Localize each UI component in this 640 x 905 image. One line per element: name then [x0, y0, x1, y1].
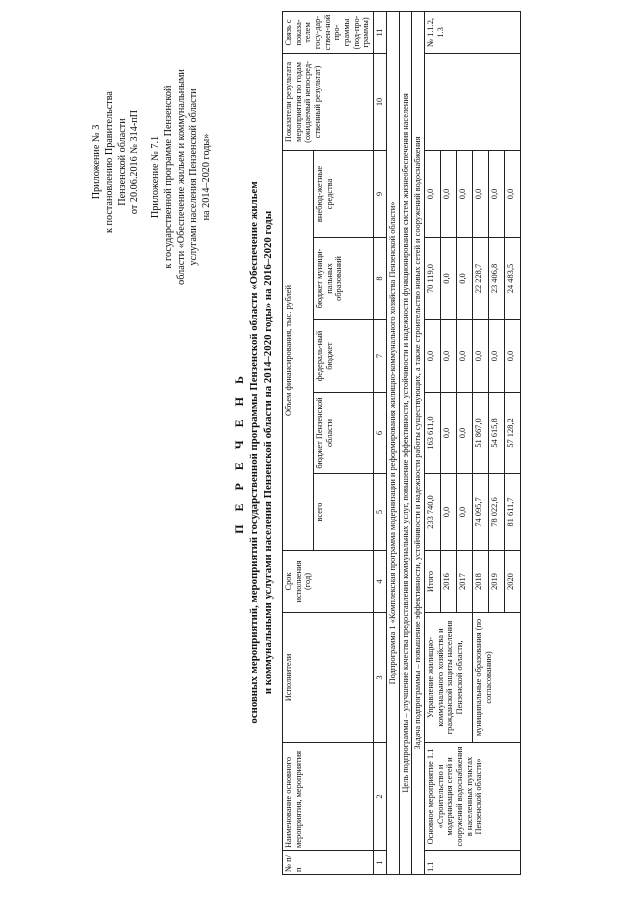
- column-number: 7: [374, 320, 387, 393]
- subprogram-goal: Цель подпрограммы – улучшение качества предоставления коммунальных услуг, повышение эффективности, устойчивости и надежности функционирования систем жизнеобеспечения населения: [399, 11, 412, 874]
- row-municipal: 24 483,5: [504, 238, 520, 320]
- row-regional: 51 867,0: [472, 393, 488, 474]
- row-year: 2019: [488, 551, 504, 613]
- header-name: Наименование основного мероприятия, мероприятия: [283, 743, 374, 851]
- annex-3-line: Пензенской области: [116, 118, 128, 206]
- row-year: 2018: [472, 551, 488, 613]
- row-year: 2016: [440, 551, 456, 613]
- annex-3-line: от 20.06.2016 № 314-пП: [129, 109, 141, 215]
- row-federal: 0,0: [424, 320, 440, 393]
- annex-7-1-line: на 2014–2020 годы»: [201, 133, 212, 221]
- item-executor-a: Управление жилищно-коммунального хозяйства и гражданской защиты населения Пензенской области,: [424, 613, 472, 743]
- row-regional: 163 611,0: [424, 393, 440, 474]
- row-municipal: 0,0: [440, 238, 456, 320]
- row-federal: 0,0: [456, 320, 472, 393]
- subprogram-title: Подпрограмма 1 «Комплексная программа модернизации и реформирования жилищно-коммунального хозяйства Пензенской области»: [387, 11, 400, 874]
- annex-3-line: к постановлению Правительства: [103, 91, 115, 233]
- header-row: [283, 11, 314, 874]
- row-extra: 0,0: [472, 150, 488, 237]
- row-total: 233 740,0: [424, 474, 440, 551]
- column-number: 10: [374, 53, 387, 150]
- item-link: № 1.1.2, 1.3: [424, 11, 520, 53]
- column-number: 9: [374, 150, 387, 237]
- row-extra: 0,0: [456, 150, 472, 237]
- annex-3-line: Приложение № 3: [91, 124, 102, 200]
- column-number: 11: [374, 11, 387, 53]
- row-municipal: 0,0: [456, 238, 472, 320]
- row-total: 74 095,7: [472, 474, 488, 551]
- goal-row: [399, 11, 412, 874]
- annex-7-1-line: услугами населения Пензенской области: [188, 88, 200, 266]
- row-total: 81 611,7: [504, 474, 520, 551]
- row-federal: 0,0: [504, 320, 520, 393]
- row-extra: 0,0: [488, 150, 504, 237]
- row-total: 0,0: [456, 474, 472, 551]
- title-main: П Е Р Е Ч Е Н Ь: [232, 371, 246, 534]
- header-num: № п/п: [283, 851, 374, 875]
- subprogram-row: [387, 11, 400, 874]
- row-total: 78 022,6: [488, 474, 504, 551]
- column-number: 8: [374, 238, 387, 320]
- header-term: Срок исполнения (год): [283, 551, 374, 613]
- column-number: 1: [374, 851, 387, 875]
- row-year: 2020: [504, 551, 520, 613]
- row-total: 0,0: [440, 474, 456, 551]
- annex-3-block: [91, 12, 142, 312]
- row-extra: 0,0: [424, 150, 440, 237]
- annex-7-1-block: [150, 12, 214, 342]
- subprogram-task: Задача подпрограммы – повышение эффективности, устойчивости и надежности работы существующих, а также строительство новых сетей и сооружений водоснабжения: [412, 11, 425, 874]
- header-indicator: Показатели результата мероприятия по годам (ожидаемый непосред-ственный результат): [283, 53, 374, 150]
- row-municipal: 70 119,0: [424, 238, 440, 320]
- measures-table: [282, 11, 521, 875]
- row-regional: 0,0: [440, 393, 456, 474]
- header-federal: федераль-ный бюджет: [314, 320, 374, 393]
- row-federal: 0,0: [488, 320, 504, 393]
- row-municipal: 23 406,8: [488, 238, 504, 320]
- header-regional: бюджет Пензенской области: [314, 393, 374, 474]
- item-name: Основное мероприятие 1.1 «Строительство и модернизация сетей и сооружений водоснабжения в населенных пунктах Пензенской области»: [424, 743, 520, 851]
- column-number: 5: [374, 474, 387, 551]
- task-row: [412, 11, 425, 874]
- row-year: Итого: [424, 551, 440, 613]
- header-link: Связь с показа-телем госу-дар-ствен-ной про-граммы (под-про-граммы): [283, 11, 374, 53]
- item-executor-b: муниципальные образования (по согласованию): [472, 613, 520, 743]
- column-number-row: [374, 11, 387, 874]
- row-municipal: 22 228,7: [472, 238, 488, 320]
- annex-7-1-line: Приложение № 7.1: [150, 135, 161, 219]
- row-regional: 54 615,8: [488, 393, 504, 474]
- row-regional: 0,0: [456, 393, 472, 474]
- annex-7-1-line: к государственной программе Пензенской: [162, 85, 174, 269]
- title-line-2: и коммунальными услугами населения Пензенской области на 2014–2020 годы» на 2016–2020 годы: [261, 210, 274, 695]
- column-number: 2: [374, 743, 387, 851]
- column-number: 6: [374, 393, 387, 474]
- header-extra: внебюд-жетные средства: [314, 150, 374, 237]
- row-federal: 0,0: [472, 320, 488, 393]
- row-extra: 0,0: [440, 150, 456, 237]
- row-extra: 0,0: [504, 150, 520, 237]
- column-number: 3: [374, 613, 387, 743]
- title-line-1: основных мероприятий, мероприятий государственной программы Пензенской области «Обеспечение жильем: [247, 181, 260, 724]
- row-year: 2017: [456, 551, 472, 613]
- row-federal: 0,0: [440, 320, 456, 393]
- annex-7-1-line: области «Обеспечение жильем и коммунальными: [175, 69, 187, 285]
- header-total: всего: [314, 474, 374, 551]
- header-municipal: бюджет муници-пальных образований: [314, 238, 374, 320]
- header-executor: Исполнители: [283, 613, 374, 743]
- item-indicator: [424, 53, 520, 150]
- document-title: [233, 14, 275, 891]
- item-num: 1.1: [424, 851, 520, 875]
- header-finance: Объем финансирования, тыс. рублей: [283, 150, 314, 550]
- row-regional: 57 128,2: [504, 393, 520, 474]
- table-row: [424, 11, 440, 874]
- column-number: 4: [374, 551, 387, 613]
